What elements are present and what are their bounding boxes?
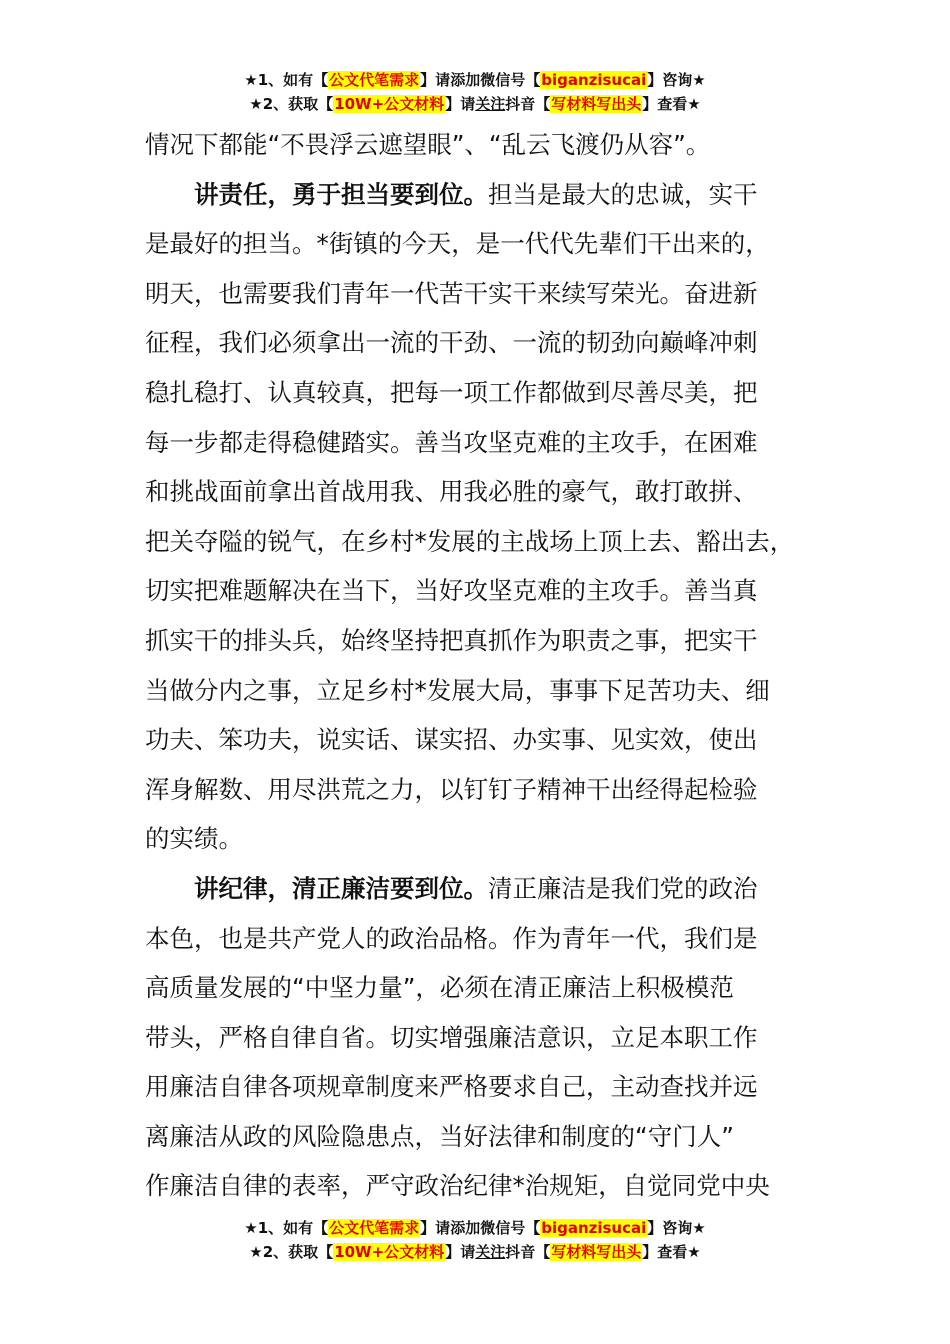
text-line: 稳扎稳打、认真较真，把每一项工作都做到尽善尽美，把 (145, 377, 758, 407)
text-line: 浑身解数、用尽洪荒之力，以钉钉子精神干出经得起检验 (145, 774, 758, 804)
highlight-text: biganzisucai (541, 71, 647, 89)
text-line: 切实把难题解决在当下，当好攻坚克难的主攻手。善当真 (145, 576, 758, 606)
paragraph-text: 担当是最大的忠诚，实干 (488, 179, 758, 209)
paragraph-start (145, 170, 815, 220)
banner-text: 】请 (445, 95, 476, 113)
banner-text: 】查看★ (642, 1243, 701, 1261)
banner-text: ★2、获取【 (249, 1243, 334, 1261)
highlight-text: biganzisucai (541, 1219, 647, 1237)
banner-text: 抖音【 (505, 1243, 551, 1261)
banner-line-2 (0, 1240, 950, 1264)
text-line: 带头，严格自律自省。切实增强廉洁意识，立足本职工作 (145, 1022, 758, 1052)
highlight-text: 公文代笔需求 (329, 1219, 420, 1237)
document-body (145, 120, 815, 1211)
banner-text: 】请 (420, 1219, 451, 1237)
banner-text: ★1、如有【 (244, 71, 329, 89)
footer-banner (0, 1216, 950, 1264)
text-line: 是最好的担当。*街镇的今天，是一代代先辈们干出来的， (145, 229, 770, 259)
text-line: 每一步都走得稳健踏实。善当攻坚克难的主攻手，在困难 (145, 427, 758, 457)
text-line: 和挑战面前拿出首战用我、用我必胜的豪气，敢打敢拼、 (145, 477, 758, 507)
text-line: 作廉洁自律的表率，严守政治纪律*治规矩，自觉同党中央 (145, 1171, 770, 1201)
paragraph-heading: 讲责任，勇于担当要到位。 (194, 179, 488, 209)
banner-text: 微信号【 (480, 71, 541, 89)
header-banner (0, 68, 950, 116)
banner-text: 】请 (445, 1243, 476, 1261)
banner-text: 】咨询★ (647, 71, 706, 89)
paragraph-heading: 讲纪律，清正廉洁要到位。 (194, 873, 488, 903)
text-line: 本色，也是共产党人的政治品格。作为青年一代，我们是 (145, 923, 758, 953)
banner-text: 】查看★ (642, 95, 701, 113)
paragraph-start (145, 864, 815, 914)
text-line: 征程，我们必须拿出一流的干劲、一流的韧劲向巅峰冲刺 (145, 328, 758, 358)
text-line: 的实绩。 (145, 824, 243, 854)
banner-text: 】咨询★ (647, 1219, 706, 1237)
banner-text: ★1、如有【 (244, 1219, 329, 1237)
highlight-text: 10W+公文材料 (334, 95, 445, 113)
text-line: 功夫、笨功夫，说实话、谋实招、办实事、见实效，使出 (145, 725, 758, 755)
emphasis-text: 添加 (450, 1219, 481, 1237)
banner-line-1 (0, 1216, 950, 1240)
banner-line-2 (0, 92, 950, 116)
text-line: 情况下都能“不畏浮云遮望眼”、“乱云飞渡仍从容”。 (145, 130, 711, 159)
text-line: 高质量发展的“中坚力量”，必须在清正廉洁上积极模范 (145, 973, 734, 1003)
text-line: 离廉洁从政的风险隐患点，当好法律和制度的“守门人” (145, 1121, 734, 1151)
text-line: 用廉洁自律各项规章制度来严格要求自己，主动查找并远 (145, 1072, 758, 1102)
highlight-text: 写材料写出头 (551, 1243, 642, 1261)
text-line: 当做分内之事，立足乡村*发展大局，事事下足苦功夫、细 (145, 675, 770, 705)
highlight-text: 10W+公文材料 (334, 1243, 445, 1261)
banner-text: ★2、获取【 (249, 95, 334, 113)
banner-text: 】请 (420, 71, 451, 89)
emphasis-text: 关注 (475, 1243, 506, 1261)
text-line: 明天，也需要我们青年一代苦干实干来续写荣光。奋进新 (145, 278, 758, 308)
paragraph-text: 清正廉洁是我们党的政治 (488, 873, 758, 903)
emphasis-text: 添加 (450, 71, 481, 89)
banner-text: 微信号【 (480, 1219, 541, 1237)
emphasis-text: 关注 (475, 95, 506, 113)
highlight-text: 写材料写出头 (551, 95, 642, 113)
banner-line-1 (0, 68, 950, 92)
highlight-text: 公文代笔需求 (329, 71, 420, 89)
banner-text: 抖音【 (505, 95, 551, 113)
text-line: 抓实干的排头兵，始终坚持把真抓作为职责之事，把实干 (145, 625, 758, 655)
text-line: 把关夺隘的锐气，在乡村*发展的主战场上顶上去、豁出去， (145, 526, 795, 556)
